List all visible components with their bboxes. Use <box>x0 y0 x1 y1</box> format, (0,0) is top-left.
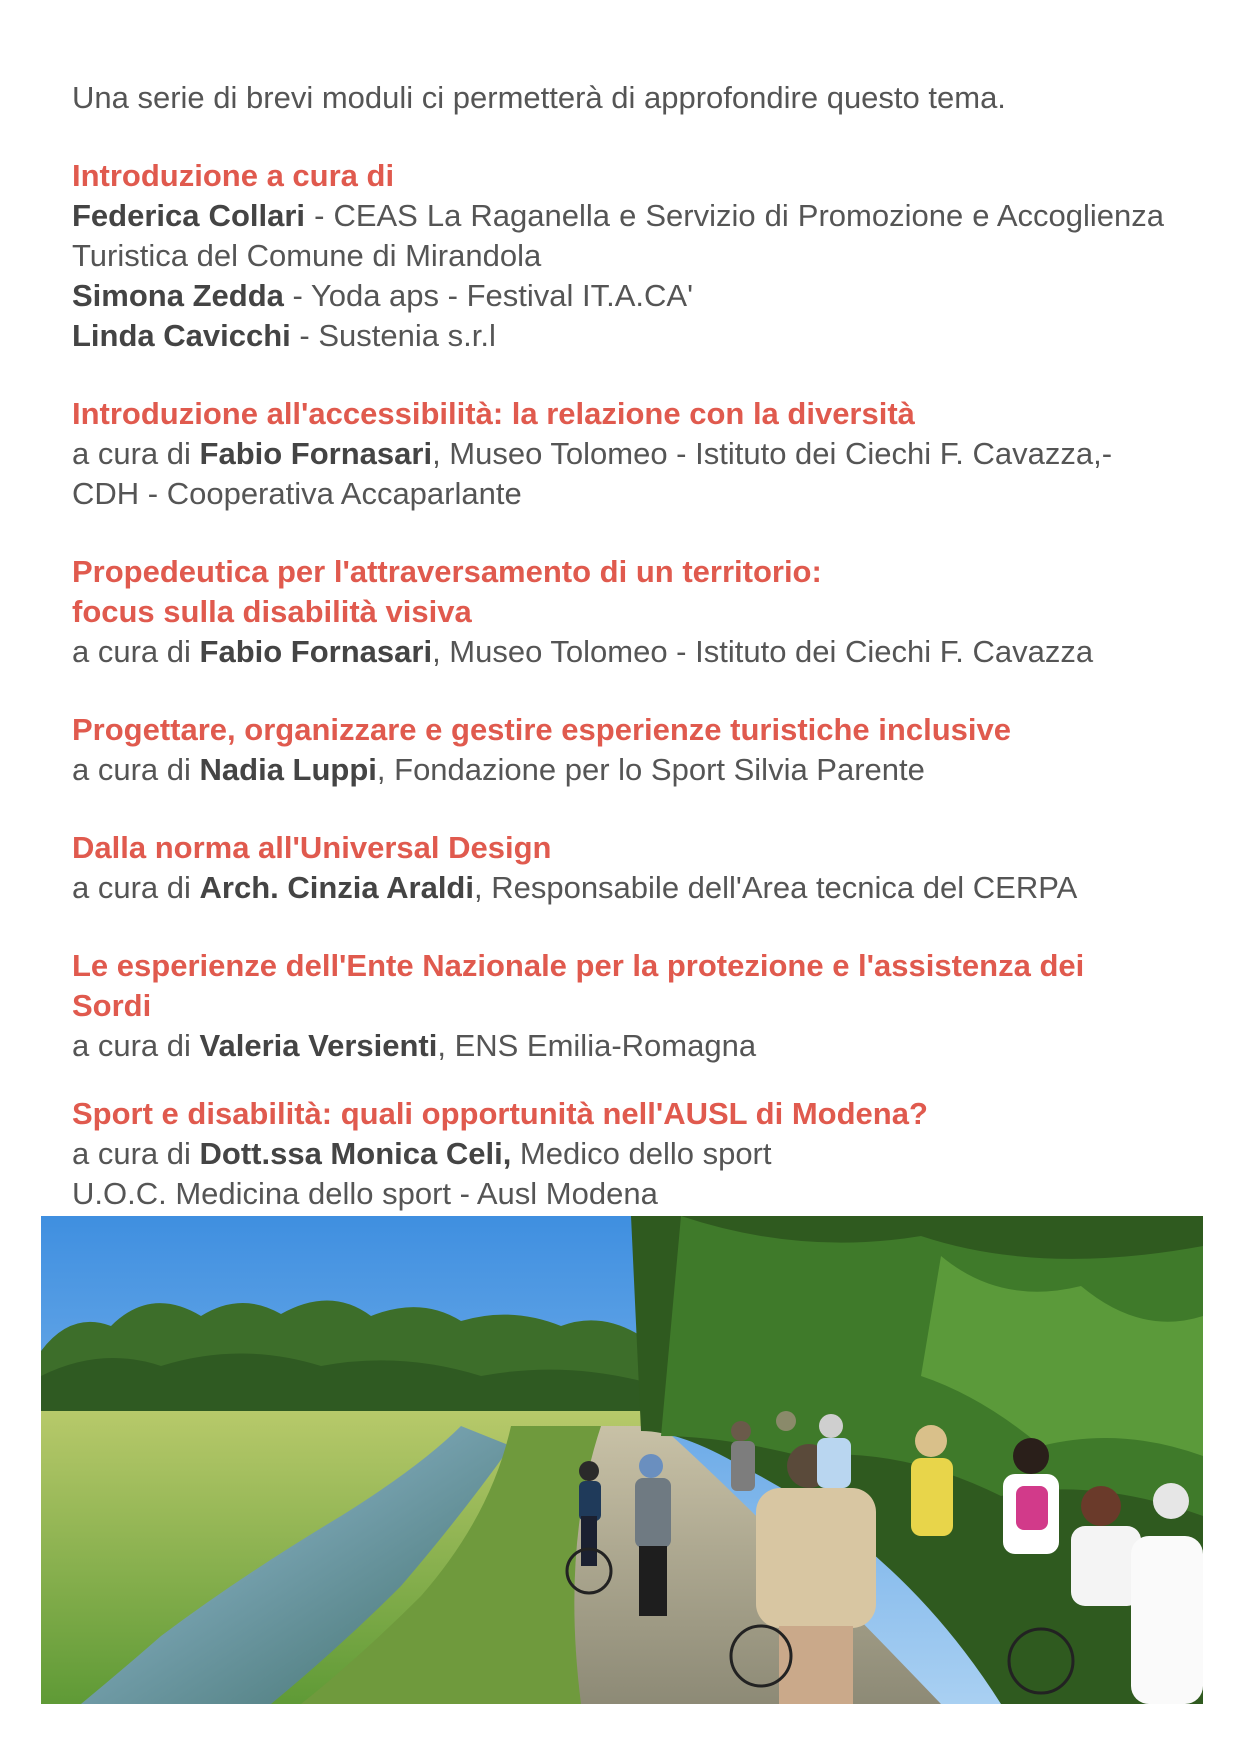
curator-affiliation: , Museo Tolomeo - Istituto dei Ciechi F. Cavazza,- CDH - Cooperativa Accaparlante <box>72 436 1113 511</box>
module-title: Introduzione a cura di <box>72 158 395 193</box>
module-curator: a cura di Arch. Cinzia Araldi, Responsabile dell'Area tecnica del CERPA <box>72 870 1078 905</box>
module-title: Progettare, organizzare e gestire esperienze turistiche inclusive <box>72 712 1011 747</box>
cycling-group-photo <box>41 1216 1203 1704</box>
module-curator: a cura di Fabio Fornasari, Museo Tolomeo - Istituto dei Ciechi F. Cavazza,- CDH - Cooperativa Accaparlante <box>72 436 1113 511</box>
module-title: Dalla norma all'Universal Design <box>72 830 552 865</box>
speaker-affiliation: Yoda aps - Festival IT.A.CA' <box>310 278 693 313</box>
speaker-line: Linda Cavicchi - Sustenia s.r.l <box>72 318 496 353</box>
curator-affiliation: , Fondazione per lo Sport Silvia Parente <box>376 752 925 787</box>
module-progettare <box>72 710 1164 790</box>
speaker-line: Federica Collari - CEAS La Raganella e Servizio di Promozione e Accoglienza Turistica del Comune di Mirandola <box>72 198 1164 273</box>
content <box>72 78 1164 1252</box>
speaker-line: Simona Zedda - Yoda aps - Festival IT.A.CA' <box>72 278 693 313</box>
module-introduction <box>72 156 1164 356</box>
curator-affiliation: Medico dello sport <box>511 1136 772 1171</box>
module-title: Introduzione all'accessibilità: la relazione con la diversità <box>72 396 915 431</box>
speaker-name: Linda Cavicchi <box>72 318 291 353</box>
module-accessibility <box>72 394 1164 514</box>
module-title: Le esperienze dell'Ente Nazionale per la protezione e l'assistenza dei Sordi <box>72 948 1085 1023</box>
module-ens <box>72 946 1164 1066</box>
module-curator: a cura di Dott.ssa Monica Celi, Medico dello sport <box>72 1136 772 1171</box>
curator-name: Arch. Cinzia Araldi <box>199 870 474 905</box>
curator-unit: U.O.C. Medicina dello sport - Ausl Modena <box>72 1176 658 1211</box>
speaker-affiliation: Sustenia s.r.l <box>318 318 496 353</box>
curator-name: Nadia Luppi <box>199 752 377 787</box>
curator-name: Fabio Fornasari <box>199 436 433 471</box>
module-title: Sport e disabilità: quali opportunità nell'AUSL di Modena? <box>72 1096 928 1131</box>
module-universal-design <box>72 828 1164 908</box>
intro-text: Una serie di brevi moduli ci permetterà di approfondire questo tema. <box>72 80 1006 115</box>
curator-name: Dott.ssa Monica Celi, <box>199 1136 512 1171</box>
module-title-line1: Propedeutica per l'attraversamento di un territorio: <box>72 554 822 589</box>
module-propedeutica <box>72 552 1164 672</box>
curator-affiliation: , ENS Emilia-Romagna <box>437 1028 757 1063</box>
module-curator: a cura di Nadia Luppi, Fondazione per lo Sport Silvia Parente <box>72 752 925 787</box>
photo-illustration <box>41 1216 1203 1704</box>
speaker-name: Simona Zedda <box>72 278 284 313</box>
curator-affiliation: , Responsabile dell'Area tecnica del CERPA <box>473 870 1078 905</box>
speaker-name: Federica Collari <box>72 198 306 233</box>
curator-name: Fabio Fornasari <box>199 634 433 669</box>
module-title-line2: focus sulla disabilità visiva <box>72 594 472 629</box>
curator-name: Valeria Versienti <box>199 1028 438 1063</box>
module-curator: a cura di Fabio Fornasari, Museo Tolomeo - Istituto dei Ciechi F. Cavazza <box>72 634 1094 669</box>
module-sport <box>72 1094 1164 1214</box>
speaker-affiliation: CEAS La Raganella e Servizio di Promozione e Accoglienza Turistica del Comune di Mirandola <box>72 198 1164 273</box>
curator-affiliation: , Museo Tolomeo - Istituto dei Ciechi F. Cavazza <box>432 634 1094 669</box>
module-curator: a cura di Valeria Versienti, ENS Emilia-Romagna <box>72 1028 757 1063</box>
